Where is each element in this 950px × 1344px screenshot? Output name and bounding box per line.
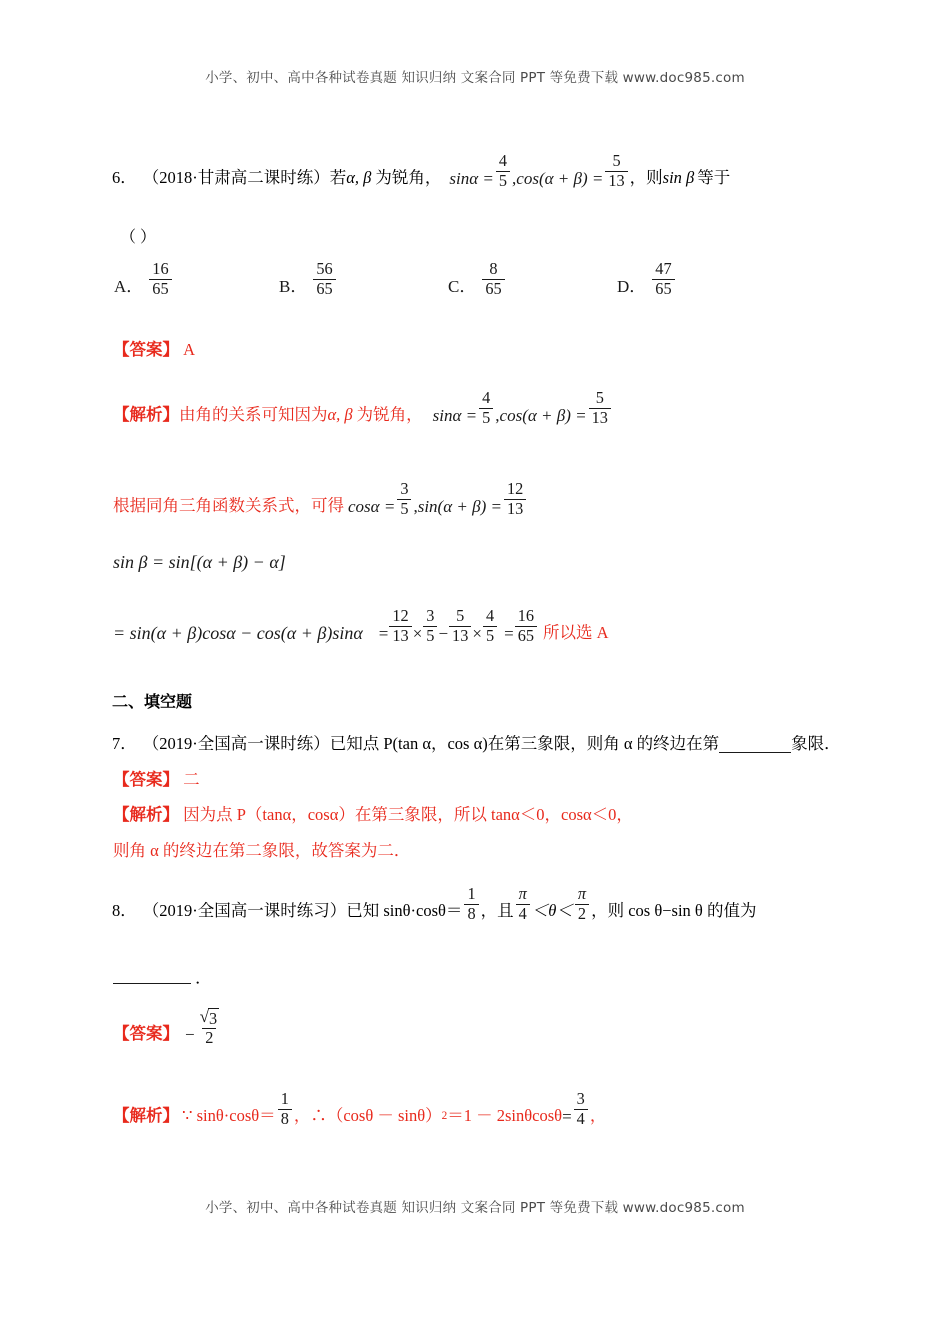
question-8-solution-c: ＝1 － 2sinθcosθ — [447, 1105, 563, 1125]
question-7-stem — [112, 733, 841, 755]
question-8-blank-row — [113, 967, 212, 989]
calc-f3-den: 13 — [449, 626, 471, 645]
q8-f1-den: 8 — [464, 904, 478, 923]
question-6-answer-label: 【答案】 — [113, 340, 179, 359]
option-d-label: D． — [617, 276, 647, 296]
cos-sum-label: cos(α + β) = — [516, 168, 604, 188]
question-6-source: （2018·甘肃高二课时练） — [142, 167, 330, 187]
sol1-comma: , — [495, 405, 500, 425]
q8-sol-f2-num: 3 — [576, 1088, 585, 1108]
question-8-stem — [112, 883, 757, 929]
question-8-blank-period: ． — [195, 968, 212, 988]
sol2-cos-alpha-num: 3 — [400, 478, 409, 498]
sol1-cos-sum-label: cos(α + β) = — [499, 405, 587, 425]
question-6-answer-value: A — [183, 340, 196, 359]
cos-sum-den: 13 — [605, 171, 627, 190]
q8-answer-radicand: 3 — [209, 1008, 218, 1028]
question-8-solution-d: ， — [589, 1105, 607, 1125]
section-2-title: 二、填空题 — [112, 692, 193, 711]
question-6-stem-c: ，则 — [629, 167, 663, 187]
q8-sol-eq: = — [562, 1106, 572, 1126]
option-b-label: B． — [279, 276, 308, 296]
sqrt-icon: √ — [199, 1006, 209, 1026]
sol1-cos-sum-num: 5 — [595, 387, 604, 407]
question-6-stem — [112, 150, 731, 196]
calc-times2: × — [472, 623, 482, 643]
solution-line1-formula — [432, 387, 613, 433]
question-7-solution-label: 【解析】 — [113, 805, 179, 824]
q8-f3-den: 2 — [575, 904, 589, 923]
calc-f1-num: 12 — [392, 605, 409, 625]
calc-f5-den: 65 — [515, 626, 537, 645]
sin-alpha-num: 4 — [498, 150, 508, 170]
sin-alpha-den: 5 — [496, 171, 510, 190]
sol1-sin-alpha-label: sinα = — [432, 405, 478, 425]
cos-sum-num: 5 — [612, 150, 621, 170]
calc-f3-num: 5 — [456, 605, 465, 625]
option-d[interactable] — [617, 258, 677, 304]
watermark-footer: 小学、初中、高中各种试卷真题 知识归纳 文案合同 PPT 等免费下载 www.doc985.com — [205, 1200, 745, 1216]
calc-f5-num: 16 — [517, 605, 535, 625]
question-8-solution-label: 【解析】 — [113, 1105, 179, 1125]
question-6-solution-line-4 — [113, 605, 609, 651]
question-7-source: （2019·全国高一课时练） — [142, 733, 330, 753]
question-6-solution-label: 【解析】 — [113, 404, 179, 424]
option-c-den: 65 — [482, 279, 504, 298]
option-a-label: A． — [114, 276, 144, 296]
q8-answer-minus: − — [185, 1024, 195, 1044]
question-6-stem-b: 为锐角， — [375, 167, 442, 187]
calc-f4-num: 4 — [485, 605, 495, 625]
question-8-stem-c: ＜θ＜ — [531, 900, 573, 920]
question-8-number: 8． — [112, 900, 137, 920]
question-8-stem-a: 已知 sinθ·cosθ＝ — [346, 900, 463, 920]
sin-alpha-label: sinα = — [449, 168, 494, 188]
sol1-sin-alpha-num: 4 — [482, 387, 491, 407]
sol2-cos-alpha-label: cosα = — [348, 496, 396, 516]
q8-answer-den: 2 — [202, 1028, 216, 1047]
q8-sol-f1-den: 8 — [278, 1109, 292, 1128]
q8-sol-f1-num: 1 — [280, 1088, 289, 1108]
solution-line1-text-b: 为锐角， — [356, 404, 423, 424]
question-6-choice-marker: （ ） — [120, 229, 157, 246]
q8-answer-num — [197, 1008, 223, 1028]
question-6-answer — [113, 340, 195, 361]
calc-f2-den: 5 — [423, 626, 437, 645]
question-6-stem-d: 等于 — [697, 167, 731, 187]
question-8-source: （2019·全国高一课时练习） — [142, 900, 347, 920]
q8-sol-f2-den: 4 — [574, 1109, 588, 1128]
question-7-stem-a: 已知点 P(tan α，cos α)在第三象限，则角 α 的终边在第 — [329, 733, 720, 753]
question-7-stem-b: 象限． — [791, 733, 841, 753]
option-b-den: 65 — [313, 279, 335, 298]
calc-f4-den: 5 — [483, 626, 497, 645]
question-6-solution-line-2 — [113, 478, 528, 524]
watermark-header: 小学、初中、高中各种试卷真题 知识归纳 文案合同 PPT 等免费下载 www.doc985.com — [205, 70, 745, 86]
question-7-solution-line-2: 则角 α 的终边在第二象限，故答案为二． — [113, 841, 411, 860]
sol2-sin-sum-num: 12 — [506, 478, 524, 498]
option-d-num: 47 — [655, 258, 672, 278]
calc-f1-den: 13 — [389, 626, 411, 645]
sol2-sin-sum-den: 13 — [504, 499, 526, 518]
question-8-answer — [113, 1006, 224, 1054]
solution-line4-expression: = sin(α + β)cosα − cos(α + β)sinα — [113, 622, 363, 643]
formula-comma: , — [512, 168, 517, 188]
calc-times1: × — [412, 623, 423, 643]
option-c[interactable] — [448, 258, 507, 304]
option-c-num: 8 — [489, 258, 498, 278]
option-a-den: 65 — [149, 279, 171, 298]
option-a[interactable] — [114, 258, 174, 304]
option-d-den: 65 — [652, 279, 674, 298]
question-8-solution-sup: 2 — [441, 1110, 448, 1123]
solution-line1-text-a: 由角的关系可知因为 — [179, 404, 328, 424]
solution-line4-calculation — [378, 605, 538, 651]
calc-eq2: = — [504, 623, 514, 643]
question-8-solution-b: ，∴（cosθ － sinθ） — [293, 1105, 442, 1125]
question-6-stem-a: 若 — [329, 167, 347, 187]
option-b[interactable] — [279, 258, 338, 304]
sol2-sin-sum-label: sin(α + β) = — [417, 496, 502, 516]
solution-line1-vars: α, β — [327, 404, 353, 424]
question-6-tail-sinbeta: sin β — [662, 167, 695, 187]
question-8-solution-a: ∵ sinθ·cosθ＝ — [182, 1105, 276, 1125]
option-a-num: 16 — [152, 258, 169, 278]
question-8-stem-d: ，则 cos θ−sin θ 的值为 — [591, 900, 757, 920]
question-7-number: 7． — [112, 733, 137, 753]
sol2-comma: , — [413, 496, 418, 516]
q8-f1-num: 1 — [467, 883, 476, 903]
question-8-answer-value — [185, 1006, 224, 1054]
q8-f3-num: π — [577, 883, 587, 903]
calc-minus: − — [438, 623, 449, 643]
calc-eq1: = — [378, 623, 389, 643]
question-8-answer-label: 【答案】 — [113, 1024, 179, 1044]
question-6-solution-line-3: sin β = sin[(α + β) − α] — [113, 552, 286, 572]
question-7-answer — [113, 770, 200, 791]
calc-f2-num: 3 — [426, 605, 435, 625]
question-6-formula — [449, 150, 629, 196]
question-7-blank[interactable] — [719, 736, 791, 753]
solution-line2-formula — [348, 478, 528, 524]
q8-f2-den: 4 — [516, 904, 530, 923]
question-7-answer-value: 二 — [183, 770, 200, 789]
question-8-stem-b: ，且 — [480, 900, 514, 920]
sol1-sin-alpha-den: 5 — [479, 408, 493, 427]
question-8-blank[interactable] — [113, 967, 191, 984]
solution-line4-conclusion: 所以选 A — [543, 622, 609, 642]
solution-line2-text: 根据同角三角函数关系式，可得 — [113, 495, 344, 515]
option-b-num: 56 — [316, 258, 333, 278]
sol2-cos-alpha-den: 5 — [397, 499, 411, 518]
question-8-solution — [113, 1088, 607, 1134]
question-7-answer-label: 【答案】 — [113, 770, 179, 789]
question-6-vars: α, β — [346, 167, 372, 187]
option-c-label: C． — [448, 276, 477, 296]
question-7-solution-line-1 — [113, 805, 633, 826]
q8-f2-num: π — [518, 883, 527, 903]
question-7-solution-text-1: 因为点 P（tanα，cosα）在第三象限，所以 tanα＜0，cosα＜0， — [183, 805, 633, 824]
question-6-number: 6． — [112, 167, 137, 187]
sol1-cos-sum-den: 13 — [589, 408, 611, 427]
question-6-solution-line-1 — [113, 387, 613, 433]
